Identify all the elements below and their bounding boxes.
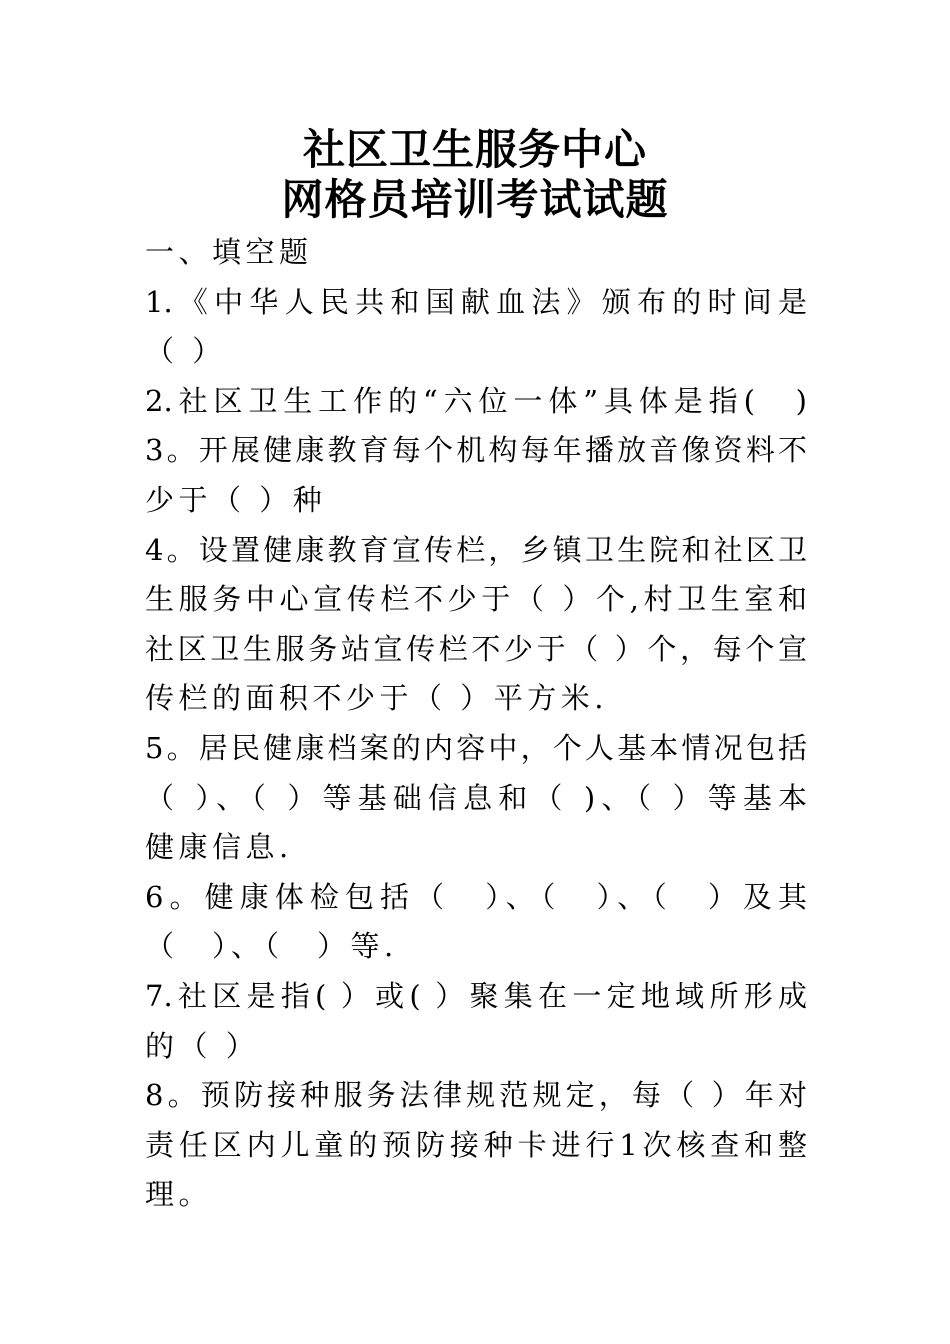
question-line: 1.《中华人民共和国献血法》颁布的时间是 — [145, 284, 807, 319]
question-line: 社区卫生服务站宣传栏不少于（ ）个，每个宣 — [145, 631, 807, 666]
question-line: 生服务中心宣传栏不少于（ ）个,村卫生室和 — [145, 582, 807, 617]
question-line: 3。开展健康教育每个机构每年播放音像资料不 — [145, 433, 807, 468]
question-line: （ ） — [145, 334, 226, 369]
question-line: （ ）、（ ）等. — [145, 929, 398, 964]
section-heading: 一、填空题 — [145, 235, 313, 269]
question-body — [145, 228, 807, 1220]
title-line-2: 网格员培训考试试题 — [281, 175, 669, 224]
question-line: 的（ ） — [145, 1028, 260, 1063]
question-line: 传栏的面积不少于（ ）平方米. — [145, 681, 608, 716]
question-line: 2.社区卫生工作的“六位一体”具体是指( ) — [145, 383, 807, 418]
question-line: 5。居民健康档案的内容中，个人基本情况包括 — [145, 730, 807, 765]
question-line: 7.社区是指( ）或( ）聚集在一定地域所形成 — [145, 978, 807, 1013]
question-line: 8。预防接种服务法律规范规定，每（ ）年对 — [145, 1078, 807, 1113]
question-line: 责任区内儿童的预防接种卡进行1次核查和整 — [145, 1127, 807, 1162]
question-line: （ ）、（ ）等基础信息和（ )、（ ）等基本 — [145, 780, 807, 815]
question-line: 4。设置健康教育宣传栏，乡镇卫生院和社区卫 — [145, 532, 807, 567]
question-line: 6。健康体检包括（ ）、（ ）、（ ）及其 — [145, 879, 807, 914]
question-line: 少于（ ）种 — [145, 482, 327, 517]
question-line: 健康信息. — [145, 830, 293, 865]
title-line-1: 社区卫生服务中心 — [302, 125, 647, 174]
question-line: 理。 — [145, 1177, 213, 1212]
